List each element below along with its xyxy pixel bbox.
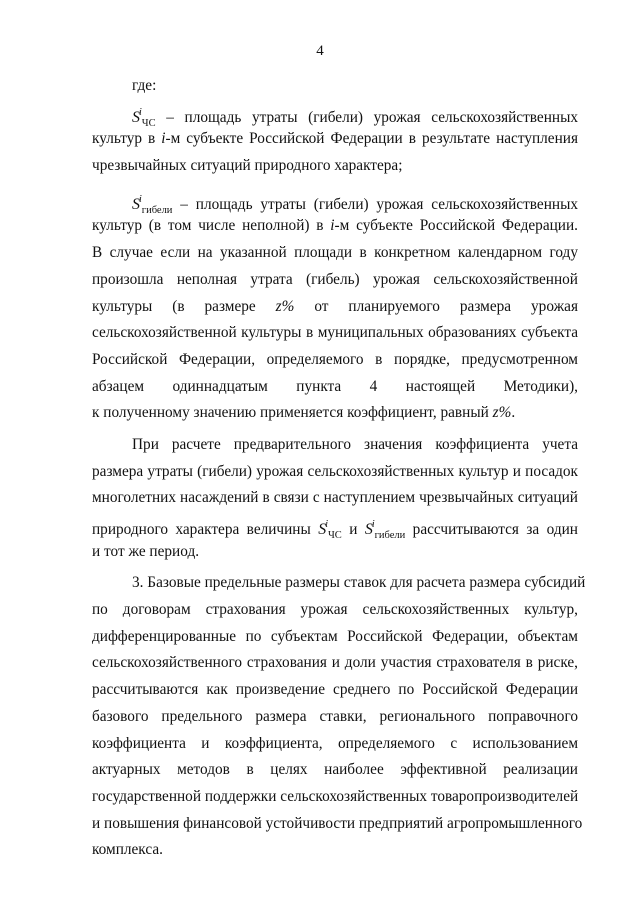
text-line: культур в i-м субъекте Российской Федерации в результате наступления — [92, 130, 578, 148]
text-line: дифференцированные по субъектам Российской Федерации, объектам — [92, 627, 578, 645]
paragraph-3-base-rates — [92, 570, 586, 864]
text-line: многолетних насаждений в связи с наступлением чрезвычайных ситуаций — [92, 489, 578, 507]
text-line: сельскохозяйственного страхования и доли участия страхователя в риске, — [92, 654, 578, 672]
definition-s-chs — [92, 100, 578, 180]
text-line: культуры (в размере z% от планируемого размера урожая — [92, 297, 578, 315]
text-line: $S^i_{ЧС}$ – площадь утраты (гибели) урожая сельскохозяйственных — [132, 106, 578, 129]
paragraph-preliminary-calc — [92, 432, 578, 565]
text-line: базового предельного размера ставки, регионального поправочного — [92, 707, 578, 725]
text-line: $S^i_{гибели}$ – площадь утраты (гибели) урожая сельскохозяйственных — [132, 193, 578, 216]
text-line: по договорам страхования урожая сельскохозяйственных культур, — [92, 601, 578, 619]
text-line: государственной поддержки сельскохозяйственных товаропроизводителей — [92, 787, 579, 805]
document-body — [92, 73, 586, 864]
math-symbol-s-gibeli: $S^i_{гибели}$ — [364, 519, 406, 541]
text-line: к полученному значению применяется коэффициент, равный z%. — [92, 404, 516, 422]
where-label: где: — [132, 77, 157, 94]
text-line: произошла неполная утрата (гибель) урожая сельскохозяйственной — [92, 270, 578, 288]
math-symbol-s-gibeli: $S^i_{гибели}$ — [132, 193, 173, 216]
text-line: сельскохозяйственной культуры в муниципальных образованиях субъекта — [92, 324, 578, 342]
text-line: и тот же период. — [92, 542, 200, 560]
text-line: чрезвычайных ситуаций природного характера; — [92, 157, 403, 175]
text-line: абзацем одиннадцатым пункта 4 настоящей Методики), — [92, 377, 578, 395]
text-line: размера утраты (гибели) урожая сельскохозяйственных культур и посадок — [92, 462, 578, 480]
text-line: В случае если на указанной площади в конкретном календарном году — [92, 244, 578, 262]
page-number: 4 — [316, 43, 324, 59]
text-line: и повышения финансовой устойчивости предприятий агропромышленного — [92, 814, 583, 832]
text-line: При расчете предварительного значения коэффициента учета — [132, 435, 578, 453]
text-line: комплекса. — [92, 841, 163, 859]
math-symbol-s-chs: $S^i_{ЧС}$ — [318, 519, 342, 541]
text-line: актуарных методов в целях наиболее эффективной реализации — [92, 761, 578, 779]
text-line: Российской Федерации, определяемого в порядке, предусмотренном — [92, 350, 578, 368]
text-line: 3. Базовые предельные размеры ставок для расчета размера субсидий — [132, 574, 586, 592]
text-line: культур (в том числе неполной) в i-м субъекте Российской Федерации. — [92, 217, 579, 235]
text-line: коэффициента и коэффициента, определяемого с использованием — [92, 734, 578, 752]
text-line: рассчитываются как произведение среднего по Российской Федерации — [92, 681, 578, 699]
definition-s-gibeli — [92, 187, 578, 427]
math-symbol-s-chs: $S^i_{ЧС}$ — [132, 106, 156, 129]
text-line: природного характера величины $S^i_{ЧС}$ и $S^i_{гибели}$ рассчитываются за один — [92, 519, 578, 541]
